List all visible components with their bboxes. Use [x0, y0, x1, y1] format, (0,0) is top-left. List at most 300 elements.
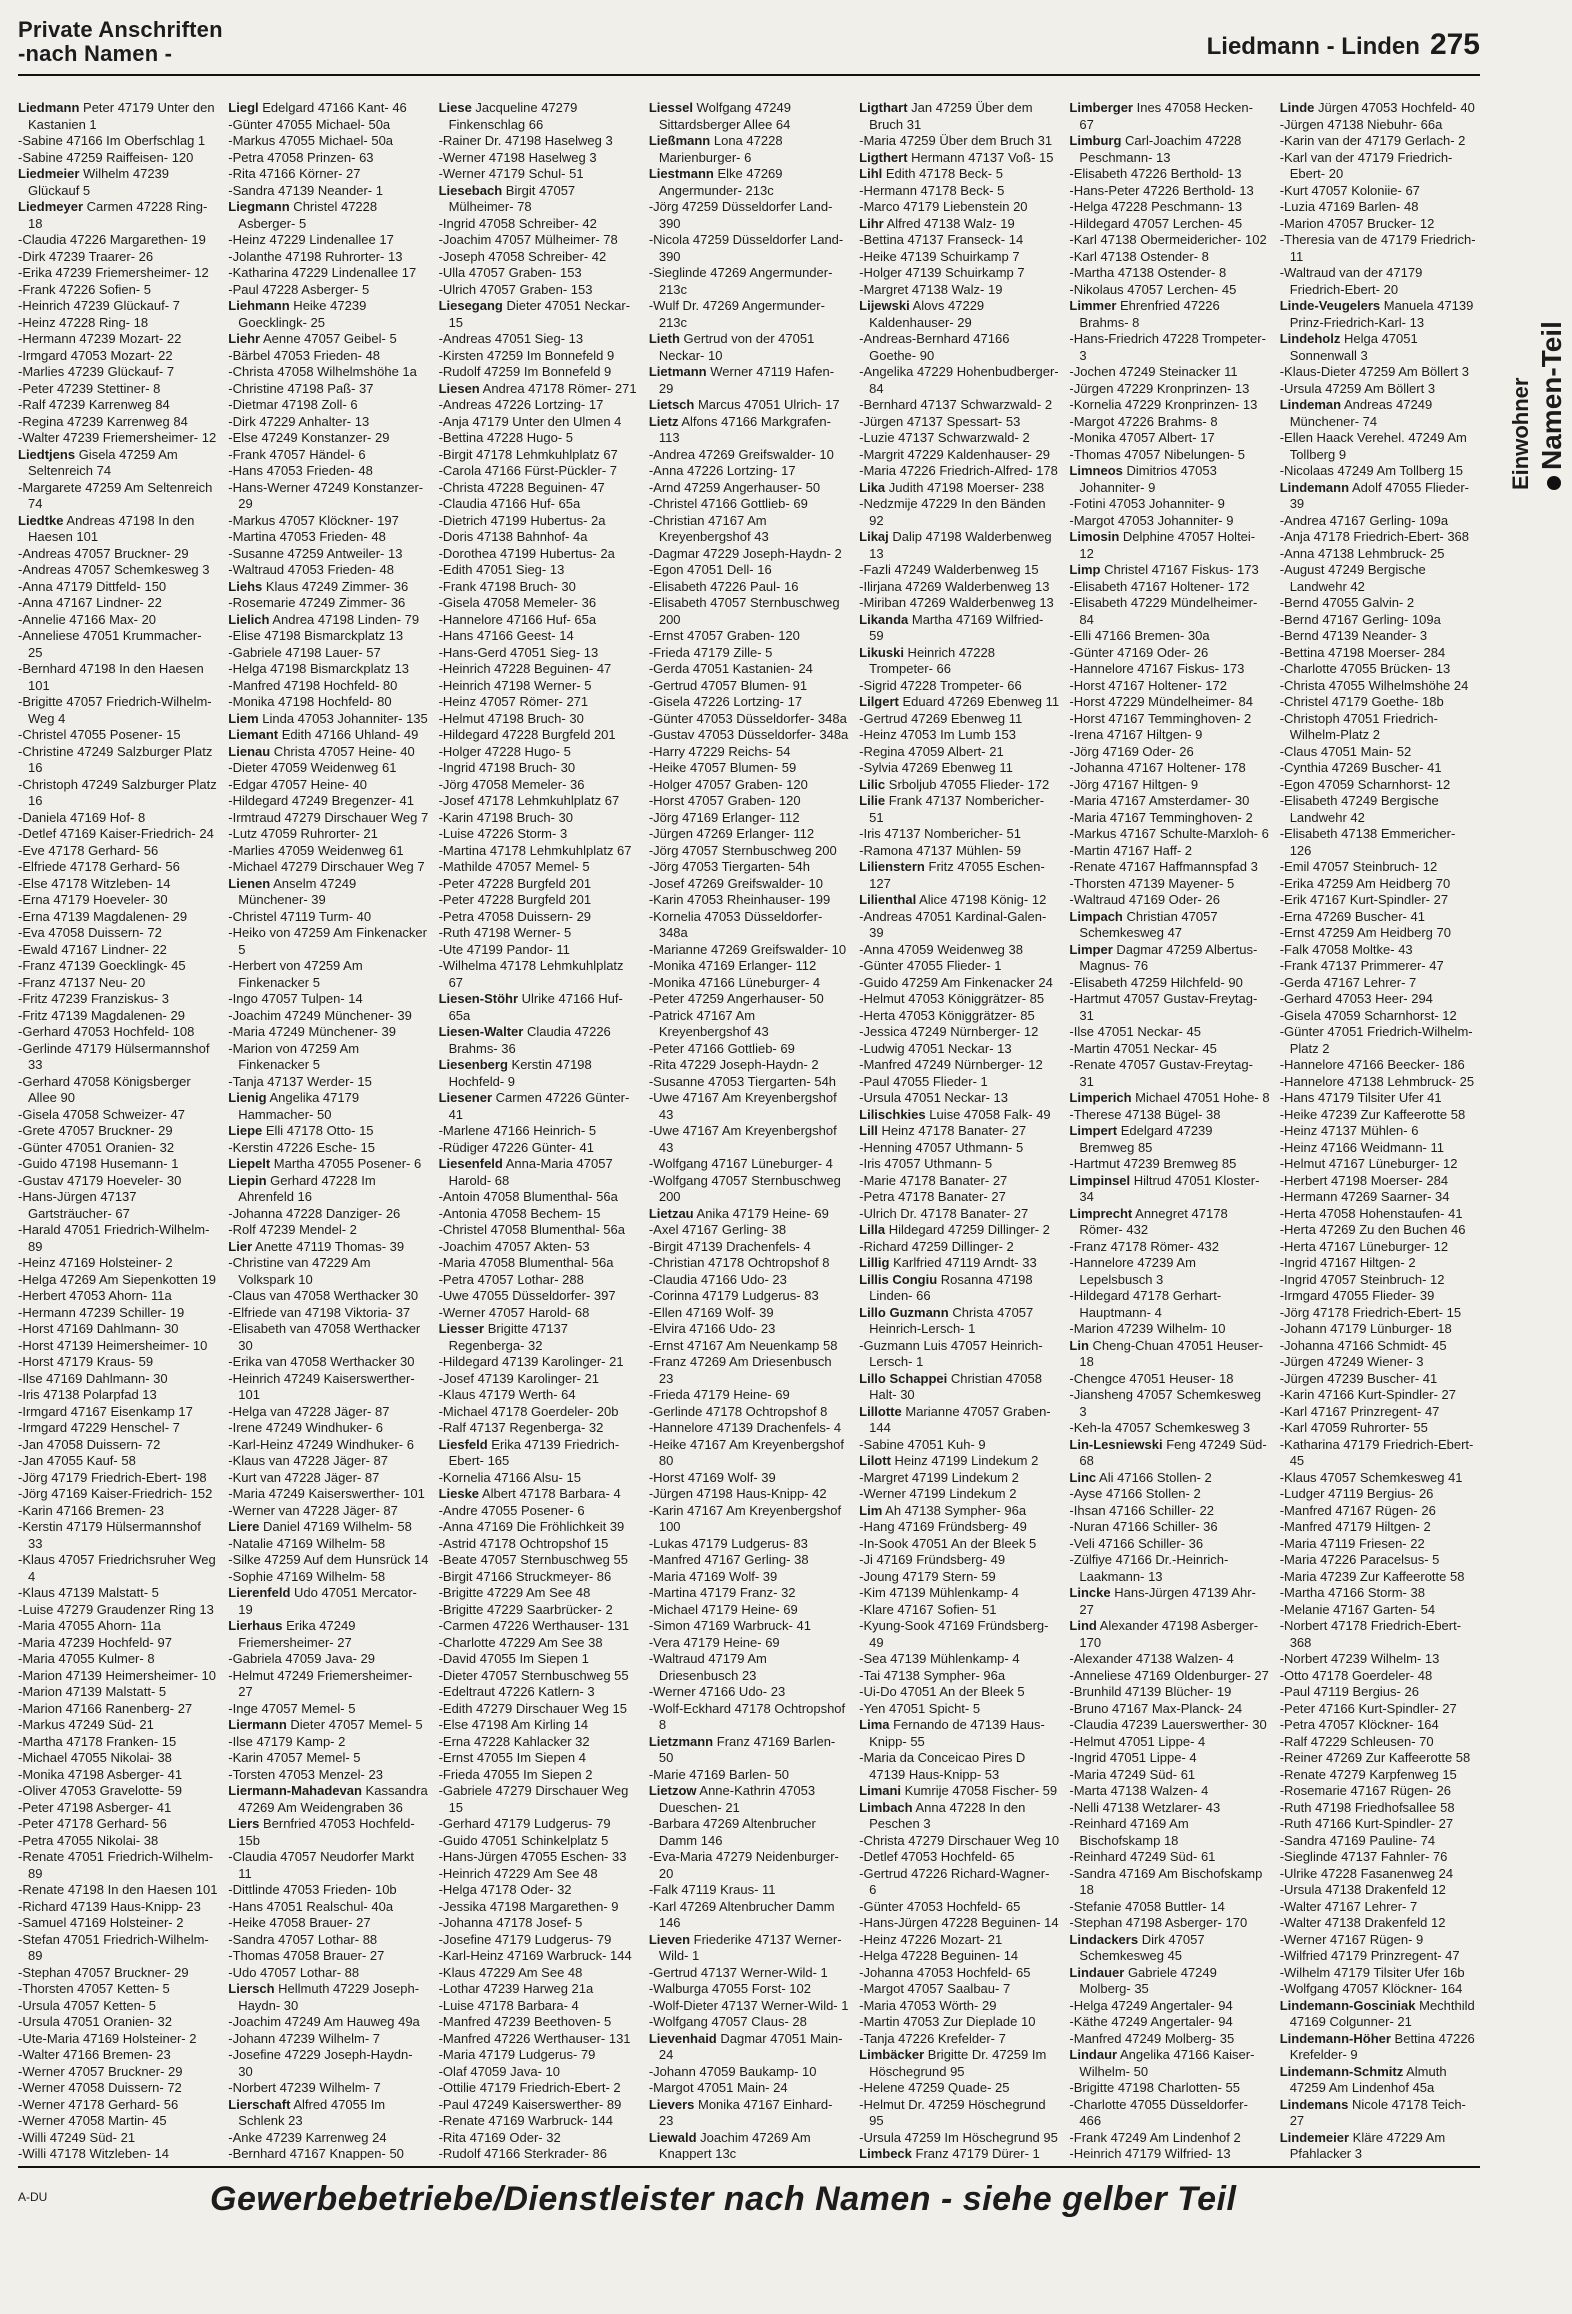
entry-details: -Karl 47167 Prinzregent- 47 — [1279, 1403, 1440, 1419]
entry-details: -Marion 47139 Malstatt- 5 — [18, 1684, 167, 1699]
directory-entry — [1280, 1932, 1480, 1949]
directory-entry — [18, 2047, 218, 2064]
directory-entry — [1069, 463, 1269, 496]
entry-details: -Andreas 47226 Lortzing- 17 — [438, 397, 604, 412]
entry-details: Udo 47051 Mercator- 19 — [238, 1585, 417, 1617]
entry-details: -Peter 47178 Gerhard- 56 — [18, 1816, 167, 1831]
directory-entry — [439, 843, 639, 860]
entry-details: -Maria 47226 Friedrich-Alfred- 178 — [859, 463, 1058, 478]
entry-details: -Monika 47057 Albert- 17 — [1069, 430, 1215, 445]
entry-details: -Maria 47169 Wolf- 39 — [648, 1568, 778, 1584]
directory-entry — [228, 1569, 428, 1586]
entry-surname: Lierenfeld — [228, 1585, 291, 1600]
directory-entry — [228, 133, 428, 150]
entry-details: -Christian 47167 Am Kreyenbergshof 43 — [648, 512, 769, 544]
entry-details: -Maria 47055 Ahorn- 11a — [18, 1618, 161, 1633]
directory-entry — [1069, 678, 1269, 695]
entry-details: -Jürgen 47198 Haus-Knipp- 42 — [648, 1486, 827, 1501]
entry-details: -Frieda 47179 Heine- 69 — [648, 1387, 790, 1402]
entry-details: -Margrit 47229 Kaldenhauser- 29 — [859, 446, 1050, 462]
entry-details: -Thomas 47057 Nibelungen- 5 — [1069, 446, 1246, 462]
directory-entry — [228, 1255, 428, 1288]
entry-details: -Jörg 47178 Friedrich-Ebert- 15 — [1279, 1304, 1462, 1320]
directory-entry — [439, 1734, 639, 1751]
entry-surname: Liesenberg — [438, 1057, 508, 1072]
directory-entry — [1280, 2097, 1480, 2130]
entry-details: -Frieda 47179 Zille- 5 — [648, 644, 773, 660]
directory-entry — [649, 1684, 849, 1701]
entry-surname: Lietz — [648, 413, 679, 429]
entry-details: -Anke 47239 Karrenweg 24 — [228, 2129, 387, 2145]
directory-entry — [439, 1222, 639, 1239]
entry-details: -Brigitte 47198 Charlotten- 55 — [1069, 2080, 1240, 2095]
entry-details: -Herta 47269 Zu den Buchen 46 — [1279, 1222, 1466, 1237]
directory-entry — [228, 1701, 428, 1718]
entry-details: -Elli 47166 Bremen- 30a — [1069, 628, 1210, 643]
entry-details: -Kirsten 47259 Im Bonnefeld 9 — [438, 347, 615, 363]
directory-entry — [228, 859, 428, 876]
entry-details: -Iris 47057 Uthmann- 5 — [859, 1156, 993, 1171]
entry-details: -Paul 47249 Kaiserswerther- 89 — [438, 2096, 622, 2112]
entry-details: Brigitte 47137 Regenberga- 32 — [448, 1321, 568, 1353]
entry-details: -Monika 47169 Erlanger- 112 — [648, 958, 817, 973]
directory-entry — [1280, 1651, 1480, 1668]
directory-entry — [439, 282, 639, 299]
directory-entry — [649, 298, 849, 331]
directory-entry — [1280, 1569, 1480, 1586]
directory-entry — [1280, 2031, 1480, 2064]
entry-details: -Kyung-Sook 47169 Fründsberg- 49 — [859, 1618, 1049, 1650]
directory-entry — [859, 166, 1059, 183]
entry-details: Joachim 47269 Am Knappert 13c — [658, 2129, 811, 2160]
entry-surname: Limperich — [1069, 1090, 1132, 1105]
directory-entry — [439, 1090, 639, 1123]
entry-details: -Horst 47169 Wolf- 39 — [648, 1469, 776, 1485]
entry-surname: Liehmann — [228, 298, 290, 313]
entry-details: -Günter 47051 Oranien- 32 — [18, 1139, 175, 1155]
directory-entry — [1069, 1387, 1269, 1420]
entry-details: -Herbert 47053 Ahorn- 11a — [18, 1288, 172, 1303]
directory-entry — [1280, 958, 1480, 975]
directory-entry — [859, 777, 1059, 794]
entry-details: Ah 47138 Sympher- 96a — [882, 1502, 1027, 1518]
running-header — [1207, 28, 1480, 62]
entry-details: -Heinz 47228 Ring- 18 — [18, 314, 149, 330]
entry-details: -Sabine 47259 Raiffeisen- 120 — [18, 149, 194, 165]
directory-entry — [1069, 183, 1269, 200]
footer-banner: Gewerbebetriebe/Dienstleister nach Namen - siehe gelber Teil — [210, 2180, 1237, 2218]
directory-entry — [439, 1651, 639, 1668]
entry-details: -Beate 47057 Sternbuschweg 55 — [438, 1552, 628, 1567]
directory-entry — [859, 694, 1059, 711]
directory-entry — [859, 1453, 1059, 1470]
entry-details: Franz 47169 Barlen- 50 — [658, 1733, 836, 1765]
directory-entry — [859, 249, 1059, 266]
entry-details: -Günter 47055 Michael- 50a — [228, 116, 391, 132]
entry-details: -Heinz 47053 Im Lumb 153 — [859, 727, 1016, 742]
entry-details: -Frieda 47055 Im Siepen 2 — [438, 1766, 593, 1782]
entry-details: -Claudia 47057 Neudorfer Markt 11 — [228, 1849, 414, 1881]
entry-details: -Rita 47229 Joseph-Haydn- 2 — [648, 1057, 819, 1072]
directory-entry — [1280, 1866, 1480, 1883]
entry-details: -Birgit 47178 Lehmkuhlplatz 67 — [438, 446, 618, 462]
directory-entry — [228, 1882, 428, 1899]
directory-entry — [18, 1684, 218, 1701]
entry-details: -Karl 47138 Obermeidericher- 102 — [1069, 232, 1267, 247]
entry-details: -Margot 47053 Johanniter- 9 — [1069, 512, 1234, 528]
entry-details: -Anna 47167 Lindner- 22 — [18, 595, 162, 610]
entry-surname: Likanda — [859, 611, 909, 627]
directory-entry — [1069, 1734, 1269, 1751]
directory-entry — [1069, 1668, 1269, 1685]
directory-entry — [859, 265, 1059, 282]
directory-entry — [1069, 579, 1269, 596]
directory-entry — [439, 661, 639, 678]
entry-details: -Hannelore 47138 Lehmbruck- 25 — [1279, 1073, 1475, 1089]
directory-entry — [1069, 1156, 1269, 1173]
entry-details: -Monika 47166 Lüneburger- 4 — [648, 974, 821, 990]
directory-entry — [439, 430, 639, 447]
entry-details: -Hans-Werner 47249 Konstanzer- 29 — [228, 479, 424, 511]
directory-entry — [439, 2031, 639, 2048]
directory-entry — [649, 1569, 849, 1586]
entry-details: -Elvira 47166 Udo- 23 — [648, 1321, 776, 1336]
entry-details: Edelgard 47166 Kant- 46 — [258, 100, 407, 115]
entry-details: -Hermann 47239 Schiller- 19 — [18, 1304, 185, 1320]
directory-entry — [859, 909, 1059, 942]
entry-details: -Brunhild 47139 Blücher- 19 — [1069, 1684, 1232, 1699]
entry-details: -Guido 47198 Husemann- 1 — [18, 1156, 179, 1171]
directory-entry — [649, 760, 849, 777]
directory-entry — [228, 1651, 428, 1668]
entry-details: -Theresia van de 47179 Friedrich- 11 — [1279, 232, 1476, 264]
entry-details: -Elisabeth van 47058 Werthacker 30 — [228, 1321, 421, 1353]
entry-details: -Luise 47226 Storm- 3 — [438, 826, 568, 841]
directory-entry — [649, 199, 849, 232]
entry-details: -Irmgard 47055 Flieder- 39 — [1279, 1288, 1435, 1303]
entry-details: -Heike 47058 Brauer- 27 — [228, 1915, 371, 1930]
directory-entry — [439, 529, 639, 546]
directory-entry — [1280, 265, 1480, 298]
directory-entry — [18, 1404, 218, 1421]
directory-entry — [439, 397, 639, 414]
directory-entry — [18, 166, 218, 199]
entry-details: Hermann 47137 Voß- 15 — [907, 149, 1054, 165]
directory-entry — [439, 1668, 639, 1685]
directory-entry — [649, 2064, 849, 2081]
directory-entry — [18, 1651, 218, 1668]
entry-details: -Doris 47138 Bahnhof- 4a — [438, 529, 588, 544]
directory-entry — [649, 166, 849, 199]
entry-details: -Waltraud 47169 Oder- 26 — [1069, 892, 1220, 907]
directory-entry — [1280, 1371, 1480, 1388]
entry-details: -Petra 47178 Banater- 27 — [859, 1189, 1006, 1204]
directory-entry — [18, 414, 218, 431]
directory-entry — [859, 331, 1059, 364]
directory-entry — [859, 1602, 1059, 1619]
directory-entry — [228, 826, 428, 843]
entry-details: Jürgen 47053 Hochfeld- 40 — [1314, 100, 1475, 115]
entry-details: -Ursula 47051 Neckar- 13 — [859, 1090, 1008, 1105]
entry-details: -Annelie 47166 Max- 20 — [18, 611, 157, 627]
directory-entry — [649, 1767, 849, 1784]
directory-entry — [439, 1965, 639, 1982]
directory-entry — [228, 117, 428, 134]
entry-details: -Joachim 47057 Akten- 53 — [438, 1238, 590, 1254]
directory-entry — [1280, 678, 1480, 695]
directory-entry — [1280, 529, 1480, 546]
directory-entry — [859, 1833, 1059, 1850]
directory-entry — [649, 1965, 849, 1982]
side-tab-line2-text: Namen-Teil — [1536, 321, 1567, 470]
entry-details: -Hermann 47269 Saarner- 34 — [1279, 1189, 1450, 1204]
directory-entry — [1069, 595, 1269, 628]
directory-entry — [859, 1239, 1059, 1256]
directory-entry — [1280, 826, 1480, 859]
entry-details: -Ernst 47167 Am Neuenkamp 58 — [648, 1337, 838, 1353]
entry-details: -Kornelia 47053 Düsseldorfer- 348a — [648, 908, 823, 940]
directory-entry — [1069, 1618, 1269, 1651]
directory-entry — [18, 843, 218, 860]
entry-details: -Udo 47057 Lothar- 88 — [228, 1964, 360, 1980]
entry-details: Claudia 47226 Brahms- 36 — [448, 1024, 611, 1056]
name-range: Liedmann - Linden — [1206, 33, 1420, 60]
directory-entry — [228, 1948, 428, 1965]
entry-details: -Anna 47059 Weidenweg 38 — [859, 941, 1023, 957]
entry-details: -Elisabeth 47226 Berthold- 13 — [1069, 166, 1242, 181]
directory-entry — [18, 876, 218, 893]
entry-details: -Anja 47178 Friedrich-Ebert- 368 — [1279, 529, 1470, 544]
entry-details: -Jörg 47169 Erlanger- 112 — [648, 809, 800, 825]
directory-entry — [18, 727, 218, 744]
directory-entry — [439, 150, 639, 167]
directory-entry — [649, 1354, 849, 1387]
entry-details: -Bettina 47137 Franseck- 14 — [859, 232, 1024, 247]
entry-details: -Josef 47269 Greifswalder- 10 — [648, 875, 823, 891]
entry-details: -Edeltraut 47226 Katlern- 3 — [438, 1684, 595, 1699]
directory-entry — [859, 232, 1059, 249]
directory-entry — [18, 265, 218, 282]
directory-entry — [439, 810, 639, 827]
directory-entry — [439, 1321, 639, 1354]
directory-entry — [439, 1932, 639, 1949]
entry-details: Andrea 47198 Linden- 79 — [269, 611, 420, 627]
entry-details: -Heinz 47057 Römer- 271 — [438, 694, 589, 709]
directory-entry — [228, 2130, 428, 2147]
directory-entry — [649, 414, 849, 447]
bullet-icon — [1547, 476, 1561, 490]
entry-surname: Lihr — [859, 215, 884, 231]
entry-details: -Helmut 47051 Lippe- 4 — [1069, 1733, 1206, 1749]
entry-details: -Hermann 47178 Beck- 5 — [859, 182, 1005, 198]
entry-details: -Ernst 47057 Graben- 120 — [648, 628, 800, 643]
entry-details: -Dagmar 47229 Joseph-Haydn- 2 — [648, 545, 842, 561]
directory-entry — [439, 1783, 639, 1816]
directory-entry — [1280, 1404, 1480, 1421]
directory-entry — [1069, 1338, 1269, 1371]
directory-entry — [228, 661, 428, 678]
directory-entry — [859, 892, 1059, 909]
directory-entry — [1280, 975, 1480, 992]
entry-details: Ali 47166 Stollen- 2 — [1096, 1469, 1212, 1485]
entry-details: -Andre 47055 Posener- 6 — [438, 1502, 585, 1518]
entry-details: -Elisabeth 47249 Bergische Landwehr 42 — [1279, 793, 1439, 825]
directory-entry — [228, 2146, 428, 2160]
directory-entry — [1280, 480, 1480, 513]
directory-entry — [1069, 744, 1269, 761]
directory-entry — [1280, 1470, 1480, 1487]
directory-entry — [18, 298, 218, 315]
directory-entry — [1069, 1915, 1269, 1932]
entry-details: Christa 47057 Heine- 40 — [270, 743, 415, 759]
entry-surname: Liesfeld — [438, 1436, 488, 1452]
entry-details: -Andrea 47167 Gerling- 109a — [1279, 512, 1449, 528]
entry-details: -Reiner 47269 Zur Kaffeerotte 58 — [1279, 1750, 1471, 1765]
directory-entry — [228, 1668, 428, 1701]
directory-entry — [649, 1602, 849, 1619]
directory-entry — [649, 331, 849, 364]
entry-details: -Gustav 47179 Hoeveler- 30 — [18, 1172, 182, 1188]
entry-details: -Ruth 47166 Kurt-Spindler- 27 — [1279, 1816, 1454, 1831]
entry-details: -Regina 47059 Albert- 21 — [859, 743, 1004, 759]
directory-entry — [18, 892, 218, 909]
entry-surname: Lin-Lesniewski — [1069, 1436, 1163, 1452]
entry-details: Monika 47167 Einhard- 23 — [658, 2096, 833, 2128]
entry-details: -Lukas 47179 Ludgerus- 83 — [648, 1535, 808, 1551]
directory-entry — [439, 777, 639, 794]
entry-details: -Elisabeth 47057 Sternbuschweg 200 — [648, 595, 840, 627]
directory-entry — [18, 1701, 218, 1718]
entry-details: -Holger 47228 Hugo- 5 — [438, 743, 571, 759]
entry-details: -Rosemarie 47167 Rügen- 26 — [1279, 1783, 1451, 1798]
entry-details: -Irmgard 47229 Henschel- 7 — [18, 1420, 180, 1435]
directory-entry — [859, 183, 1059, 200]
entry-details: -Joachim 47249 Münchener- 39 — [228, 1007, 412, 1023]
entry-surname: Liepin — [228, 1172, 267, 1188]
directory-entry — [1280, 1816, 1480, 1833]
entry-details: -Klaus 47179 Werth- 64 — [438, 1387, 576, 1402]
entry-details: -Erna 47179 Hoeveler- 30 — [18, 892, 168, 907]
entry-details: -Josef 47139 Karolinger- 21 — [438, 1370, 599, 1386]
entry-details: -Klare 47167 Sofien- 51 — [859, 1601, 997, 1617]
directory-entry — [1280, 1767, 1480, 1784]
entry-details: -Antoin 47058 Blumenthal- 56a — [438, 1189, 618, 1204]
directory-entry — [859, 1090, 1059, 1107]
entry-details: Adolf 47055 Flieder- 39 — [1289, 479, 1470, 511]
directory-entry — [1069, 100, 1269, 133]
entry-details: -Manfred 47198 Hochfeld- 80 — [228, 677, 398, 693]
entry-details: -Günter 47053 Düsseldorfer- 348a — [648, 710, 847, 726]
directory-entry — [1280, 2064, 1480, 2097]
entry-details: Dagmar 47051 Main- 24 — [658, 2030, 843, 2062]
directory-entry — [228, 1140, 428, 1157]
directory-entry — [1069, 727, 1269, 744]
directory-entry — [228, 2031, 428, 2048]
entry-details: -Johann 47179 Lünburger- 18 — [1279, 1321, 1452, 1336]
directory-entry — [18, 1041, 218, 1074]
entry-details: -Hans-Jürgen 47137 Gartsträucher- 67 — [18, 1189, 137, 1221]
directory-entry — [18, 1882, 218, 1899]
entry-details: -Horst 47179 Kraus- 59 — [18, 1354, 154, 1369]
directory-entry — [228, 1321, 428, 1354]
entry-details: -David 47055 Im Siepen 1 — [438, 1651, 589, 1666]
entry-details: -Dietrich 47199 Hubertus- 2a — [438, 512, 606, 528]
entry-details: -Peter 47228 Burgfeld 201 — [438, 875, 592, 891]
entry-details: -Else 47249 Konstanzer- 29 — [228, 430, 390, 445]
entry-details: -Werner van 47228 Jäger- 87 — [228, 1502, 398, 1518]
directory-entry — [649, 1090, 849, 1123]
directory-entry — [649, 1404, 849, 1421]
entry-details: -Norbert 47239 Wilhelm- 7 — [228, 2080, 381, 2095]
directory-entry — [439, 166, 639, 183]
directory-entry — [439, 1569, 639, 1586]
entry-details: -Maria 47226 Paracelsus- 5 — [1279, 1552, 1440, 1567]
directory-entry — [649, 1470, 849, 1487]
directory-entry — [439, 925, 639, 942]
entry-details: -Jürgen 47137 Spessart- 53 — [859, 413, 1021, 429]
directory-entry — [1280, 331, 1480, 364]
directory-entry — [1069, 1519, 1269, 1536]
entry-details: -Hans 47053 Frieden- 48 — [228, 463, 373, 478]
entry-details: -Melanie 47167 Garten- 54 — [1279, 1601, 1436, 1617]
directory-entry — [1069, 1849, 1269, 1866]
directory-entry — [649, 678, 849, 695]
entry-details: -Helga 47228 Beguinen- 14 — [859, 1948, 1019, 1963]
entry-details: Erika 47249 Friemersheimer- 27 — [238, 1618, 356, 1650]
directory-entry — [18, 1585, 218, 1602]
directory-entry — [439, 1717, 639, 1734]
entry-details: -Dieter 47057 Sternbuschweg 55 — [438, 1667, 629, 1683]
directory-entry — [18, 777, 218, 810]
directory-entry — [649, 1288, 849, 1305]
entry-details: -Jürgen 47269 Erlanger- 112 — [648, 826, 815, 841]
directory-entry — [439, 331, 639, 348]
directory-entry — [859, 150, 1059, 167]
entry-details: -Maria 47249 Kaiserswerther- 101 — [228, 1486, 425, 1501]
entry-details: -Franz 47269 Am Driesenbusch 23 — [648, 1354, 832, 1386]
directory-entry — [439, 793, 639, 810]
directory-entry — [859, 1915, 1059, 1932]
directory-entry — [1069, 1651, 1269, 1668]
directory-entry — [1069, 2014, 1269, 2031]
entry-surname: Linde — [1279, 100, 1315, 115]
entry-details: Carmen 47226 Günter- 41 — [448, 1090, 630, 1122]
entry-details: -Wolfgang 47057 Sternbuschweg 200 — [648, 1172, 841, 1204]
entry-details: Franz 47179 Dürer- 1 — [911, 2146, 1040, 2160]
directory-entry — [18, 2130, 218, 2147]
entry-details: -Marion 47139 Heimersheimer- 10 — [18, 1667, 216, 1683]
entry-details: -Gerda 47051 Kastanien- 24 — [648, 661, 813, 676]
directory-entry — [1069, 991, 1269, 1024]
directory-entry — [18, 1915, 218, 1932]
entry-details: -Christa 47228 Beguinen- 47 — [438, 479, 605, 495]
directory-entry — [1069, 1420, 1269, 1437]
directory-entry — [1280, 1486, 1480, 1503]
entry-details: -Guido 47051 Schinkelplatz 5 — [438, 1832, 609, 1848]
directory-entry — [1280, 793, 1480, 826]
directory-entry — [228, 1371, 428, 1404]
entry-details: -Axel 47167 Gerling- 38 — [648, 1222, 787, 1237]
entry-details: -Renate 47057 Gustav-Freytag- 31 — [1069, 1057, 1253, 1089]
directory-entry — [18, 150, 218, 167]
entry-details: -Dirk 47239 Traarer- 26 — [18, 248, 154, 264]
directory-entry — [228, 1552, 428, 1569]
entry-details: -Marlene 47166 Heinrich- 5 — [438, 1123, 597, 1138]
entry-details: -Falk 47119 Kraus- 11 — [648, 1882, 776, 1897]
entry-details: -Heinrich 47249 Kaiserswerther- 101 — [228, 1370, 415, 1402]
directory-entry — [649, 1882, 849, 1899]
directory-entry — [1280, 133, 1480, 150]
